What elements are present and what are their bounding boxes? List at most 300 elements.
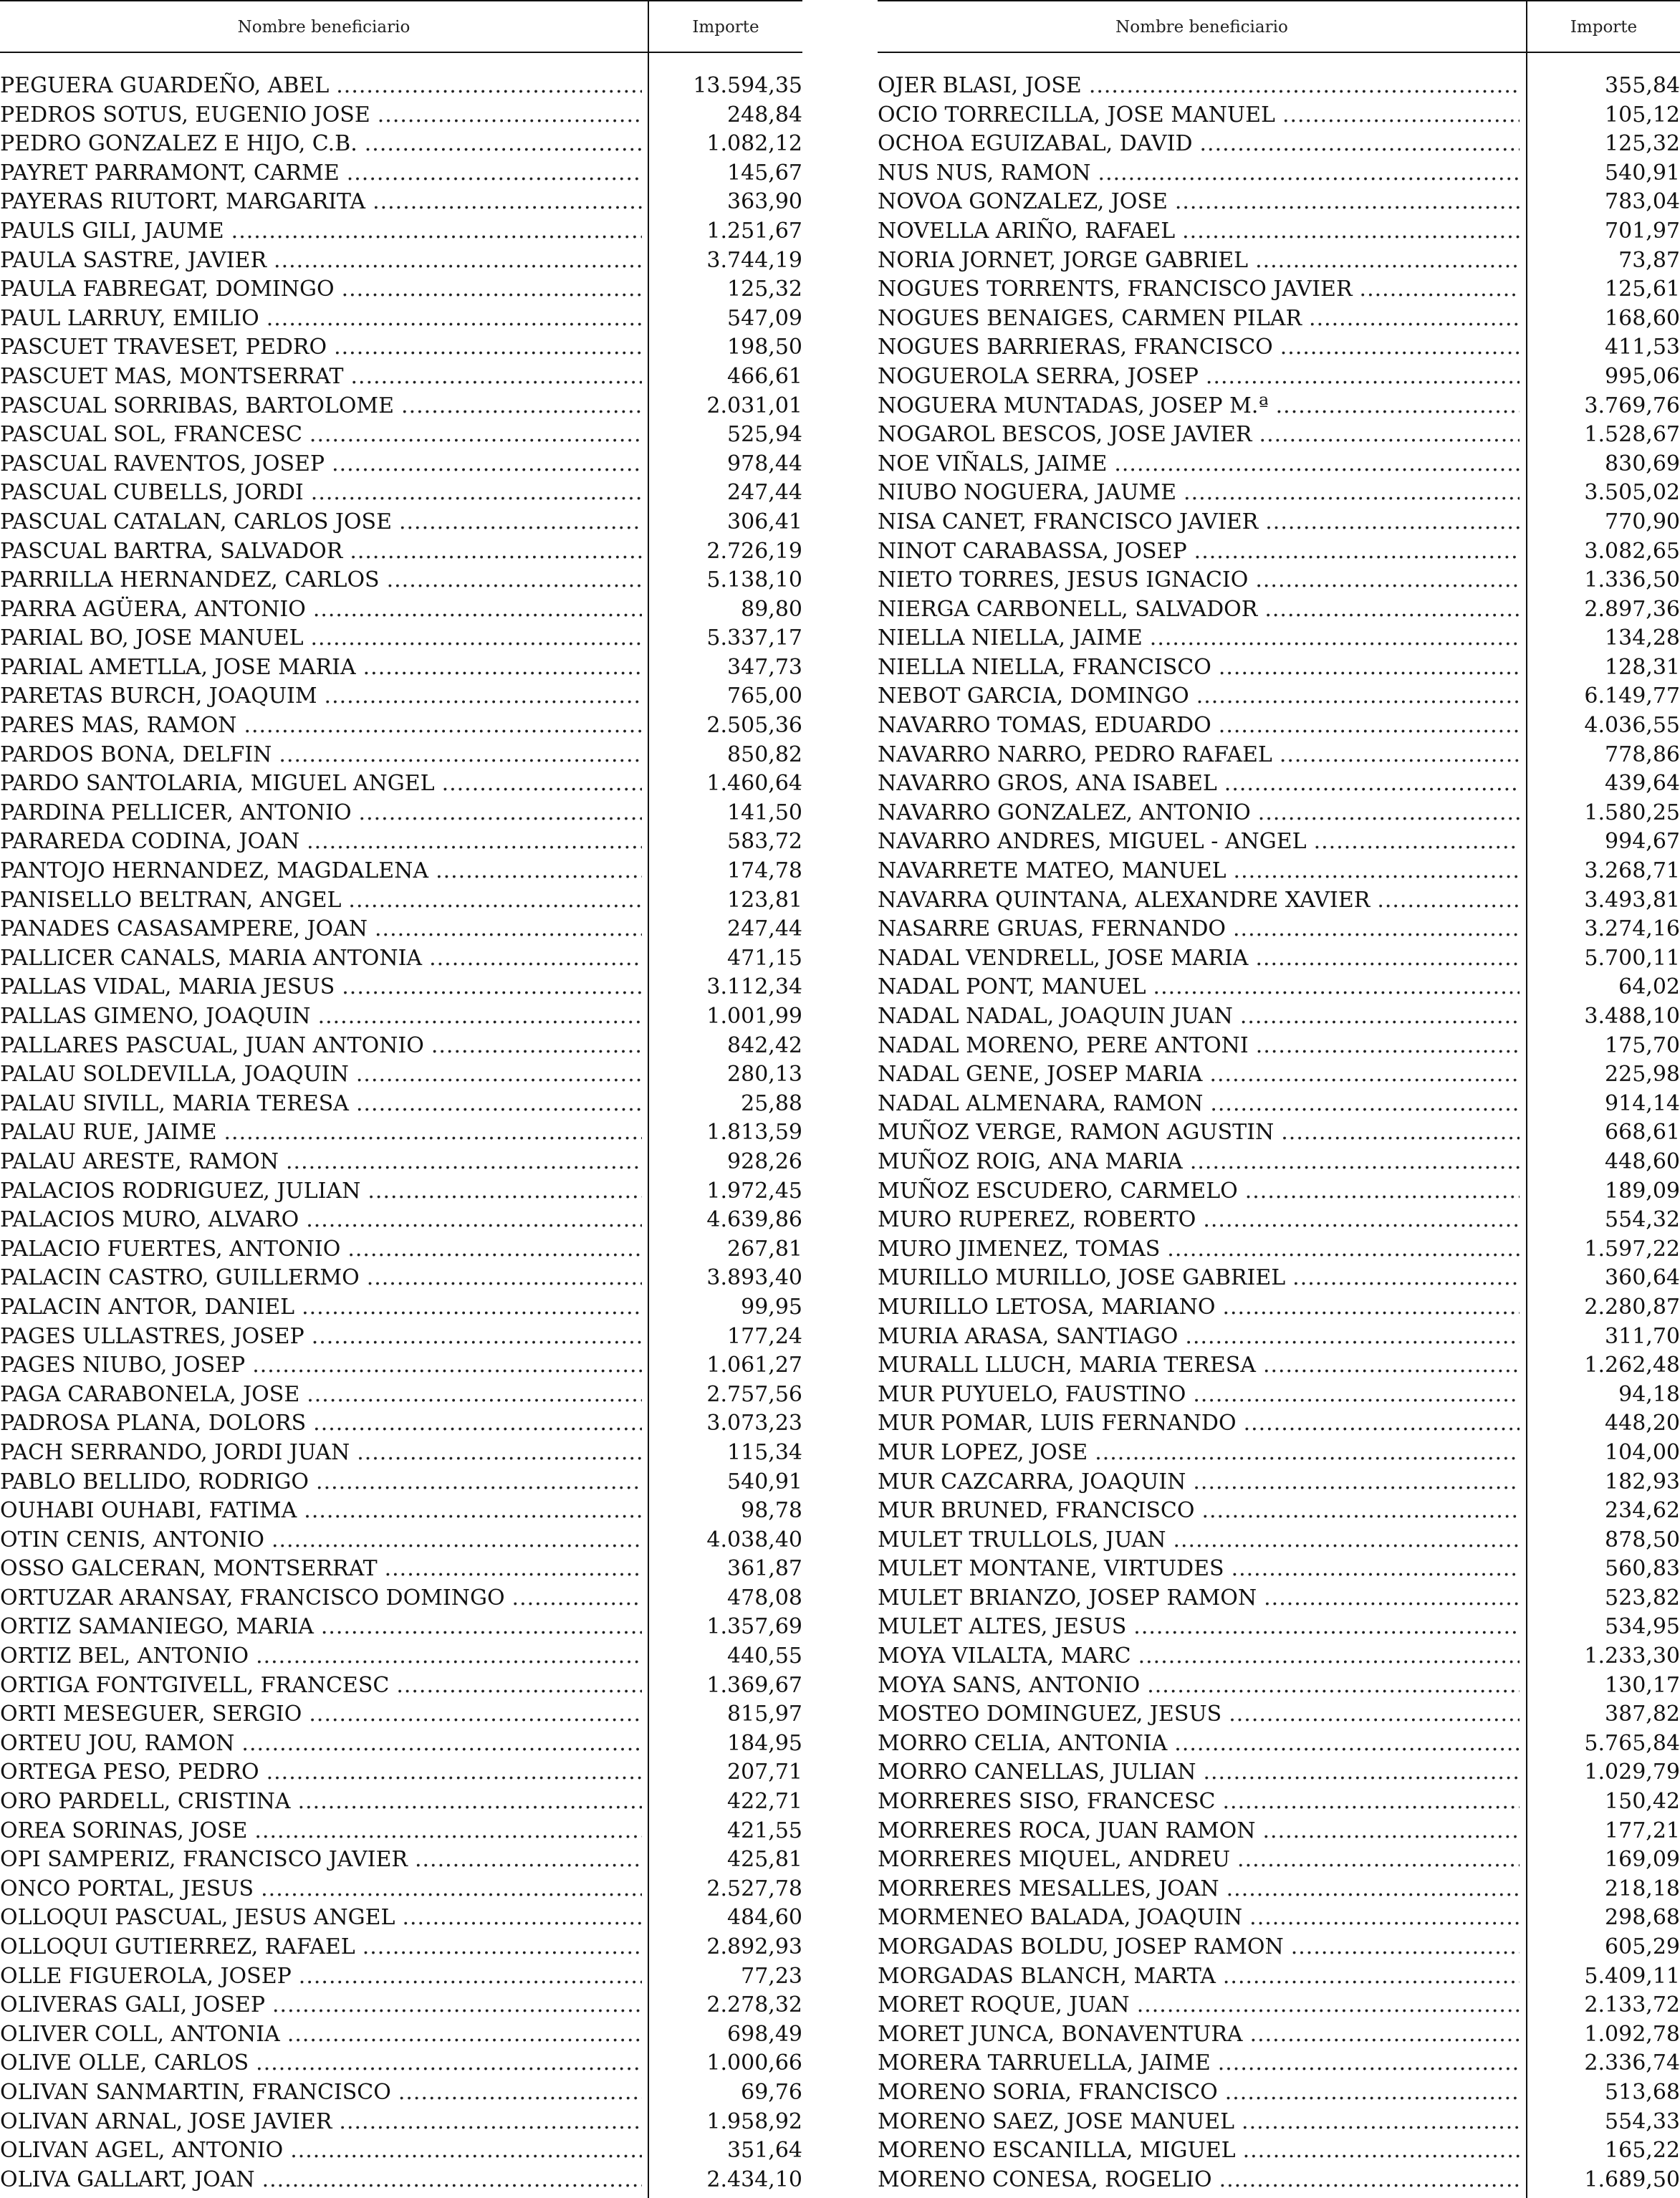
beneficiary-name: NIERGA CARBONELL, SALVADOR [878, 596, 1258, 622]
beneficiary-name: PASCUET TRAVESET, PEDRO [0, 335, 327, 360]
amount-cell: 525,94 [727, 422, 802, 448]
beneficiary-name: NAVARRO TOMAS, EDUARDO [878, 713, 1211, 739]
beneficiary-name: PALLICER CANALS, MARIA ANTONIA [0, 945, 423, 971]
right-table [878, 0, 1680, 2198]
amount-cell: 815,97 [727, 1702, 802, 1727]
amount-cell: 5.765,84 [1584, 1730, 1680, 1756]
dot-leader [306, 1206, 642, 1235]
dot-leader [1201, 1497, 1520, 1526]
table-row [0, 1323, 802, 1352]
dot-leader [512, 1584, 642, 1613]
beneficiary-name: MURIA ARASA, SANTIAGO [878, 1323, 1179, 1349]
beneficiary-cell [878, 130, 1520, 159]
table-row [0, 1642, 802, 1671]
table-row [878, 653, 1680, 683]
dot-leader [365, 130, 642, 159]
amount-cell: 2.527,78 [706, 1876, 802, 1901]
beneficiary-cell [878, 566, 1520, 595]
beneficiary-name: NOGAROL BESCOS, JOSE JAVIER [878, 422, 1252, 448]
table-row [0, 1962, 802, 1992]
table-row [878, 421, 1680, 450]
beneficiary-cell [0, 363, 642, 392]
table-row [0, 1264, 802, 1293]
beneficiary-name: PEDRO GONZALEZ E HIJO, C.B. [0, 131, 357, 157]
beneficiary-cell [0, 1700, 642, 1729]
dot-leader [1200, 130, 1520, 159]
amount-cell: 1.813,59 [706, 1120, 802, 1146]
beneficiary-cell [878, 1351, 1520, 1381]
beneficiary-cell [0, 799, 642, 828]
dot-leader [1219, 2166, 1520, 2195]
dot-leader [1229, 1700, 1520, 1729]
beneficiary-name: NAVARRA QUINTANA, ALEXANDRE XAVIER [878, 887, 1371, 913]
table-row [0, 101, 802, 130]
amount-cell: 425,81 [727, 1847, 802, 1873]
dot-leader [339, 2108, 642, 2137]
amount-cell: 5.138,10 [706, 567, 802, 593]
beneficiary-cell [878, 421, 1520, 450]
amount-cell: 105,12 [1605, 102, 1680, 128]
beneficiary-cell [0, 1468, 642, 1497]
beneficiary-cell [878, 1118, 1520, 1148]
amount-cell: 2.280,87 [1584, 1294, 1680, 1320]
table-row [878, 275, 1680, 304]
dot-leader [363, 653, 642, 683]
amount-cell: 177,24 [727, 1323, 802, 1349]
amount-cell: 1.233,30 [1584, 1643, 1680, 1669]
amount-cell: 99,95 [741, 1294, 802, 1320]
dot-leader [307, 827, 642, 857]
beneficiary-cell [0, 1526, 642, 1555]
amount-cell: 2.897,36 [1584, 596, 1680, 622]
beneficiary-cell [0, 1351, 642, 1381]
dot-leader [356, 1060, 642, 1090]
amount-cell: 994,67 [1605, 829, 1680, 855]
beneficiary-cell [878, 217, 1520, 246]
dot-leader [442, 769, 642, 799]
beneficiary-name: OLLOQUI GUTIERREZ, RAFAEL [0, 1934, 355, 1959]
amount-cell: 2.505,36 [706, 713, 802, 739]
beneficiary-cell [878, 1817, 1520, 1846]
beneficiary-cell [878, 799, 1520, 828]
dot-leader [1173, 1526, 1520, 1555]
dot-leader [1265, 508, 1520, 537]
beneficiary-cell [878, 1875, 1520, 1904]
dot-leader [1250, 2020, 1520, 2050]
table-row [0, 1933, 802, 1962]
beneficiary-name: PASCUAL BARTRA, SALVADOR [0, 538, 343, 564]
beneficiary-cell [0, 2166, 642, 2195]
beneficiary-name: MURILLO MURILLO, JOSE GABRIEL [878, 1265, 1286, 1291]
beneficiary-cell [0, 304, 642, 334]
beneficiary-cell [878, 595, 1520, 625]
beneficiary-name: OLLOQUI PASCUAL, JESUS ANGEL [0, 1905, 395, 1931]
table-row [0, 1468, 802, 1497]
table-row [0, 333, 802, 363]
beneficiary-name: NASARRE GRUAS, FERNANDO [878, 916, 1226, 942]
beneficiary-name: NIELLA NIELLA, JAIME [878, 625, 1143, 651]
dot-leader [1232, 1555, 1520, 1584]
table-row [878, 1729, 1680, 1759]
amount-cell: 765,00 [727, 683, 802, 709]
table-row [0, 1875, 802, 1904]
dot-leader [1225, 2078, 1520, 2108]
amount-cell: 1.001,99 [706, 1004, 802, 1029]
dot-leader [1184, 479, 1520, 508]
dot-leader [311, 624, 642, 653]
dot-leader [1137, 1991, 1520, 2020]
dot-leader [1280, 741, 1520, 770]
beneficiary-name: PASCUAL CATALAN, CARLOS JOSE [0, 509, 392, 534]
dot-leader [402, 1904, 642, 1933]
beneficiary-name: NAVARRO GROS, ANA ISABEL [878, 771, 1217, 797]
table-row [0, 217, 802, 246]
beneficiary-name: PAYRET PARRAMONT, CARME [0, 160, 340, 186]
beneficiary-cell [0, 944, 642, 974]
beneficiary-cell [0, 827, 642, 857]
table-row [0, 857, 802, 886]
amount-cell: 1.958,92 [706, 2108, 802, 2134]
header-amount: Importe [1570, 18, 1638, 37]
beneficiary-cell [878, 1497, 1520, 1526]
beneficiary-name: PALACIN CASTRO, GUILLERMO [0, 1265, 360, 1291]
amount-cell: 471,15 [727, 945, 802, 971]
beneficiary-name: MORGADAS BOLDU, JOSEP RAMON [878, 1934, 1284, 1959]
dot-leader [1098, 159, 1520, 188]
amount-cell: 1.972,45 [706, 1178, 802, 1204]
beneficiary-cell [0, 741, 642, 770]
beneficiary-name: MORERA TARRUELLA, JAIME [878, 2050, 1211, 2076]
amount-cell: 440,55 [727, 1643, 802, 1669]
amount-cell: 1.262,48 [1584, 1353, 1680, 1378]
beneficiary-name: NADAL VENDRELL, JOSE MARIA [878, 945, 1249, 971]
beneficiary-name: MORENO ESCANILLA, MIGUEL [878, 2138, 1236, 2164]
dot-leader [1258, 799, 1520, 828]
beneficiary-cell [878, 1904, 1520, 1933]
dot-leader [286, 1148, 642, 1177]
beneficiary-cell [0, 1206, 642, 1235]
beneficiary-cell [0, 2136, 642, 2166]
beneficiary-name: ORTEGA PESO, PEDRO [0, 1760, 259, 1785]
amount-cell: 448,20 [1605, 1411, 1680, 1436]
beneficiary-name: PADROSA PLANA, DOLORS [0, 1411, 307, 1436]
table-row [878, 1700, 1680, 1729]
amount-cell: 5.409,11 [1584, 1963, 1680, 1989]
beneficiary-name: NIUBO NOGUERA, JAUME [878, 480, 1177, 506]
dot-leader [1133, 1613, 1520, 1642]
table-row [878, 130, 1680, 159]
table-row [0, 1526, 802, 1555]
amount-cell: 1.251,67 [706, 218, 802, 244]
table-row [0, 1090, 802, 1119]
beneficiary-name: MORRERES MESALLES, JOAN [878, 1876, 1219, 1901]
beneficiary-name: OLIVER COLL, ANTONIA [0, 2021, 280, 2047]
dot-leader [429, 944, 642, 974]
beneficiary-name: PALACIOS RODRIGUEZ, JULIAN [0, 1178, 361, 1204]
dot-leader [1291, 1933, 1520, 1962]
amount-cell: 298,68 [1605, 1905, 1680, 1931]
beneficiary-cell [878, 1613, 1520, 1642]
dot-leader [1224, 769, 1520, 799]
amount-cell: 448,60 [1605, 1148, 1680, 1174]
amount-cell: 842,42 [727, 1032, 802, 1058]
amount-cell: 141,50 [727, 800, 802, 825]
beneficiary-cell [0, 1235, 642, 1264]
amount-cell: 3.488,10 [1584, 1004, 1680, 1029]
table-row [0, 2020, 802, 2050]
beneficiary-name: PANTOJO HERNANDEZ, MAGDALENA [0, 858, 429, 884]
dot-leader [1282, 101, 1520, 130]
beneficiary-name: MORRERES MIQUEL, ANDREU [878, 1847, 1231, 1873]
beneficiary-cell [0, 275, 642, 304]
dot-leader [347, 159, 642, 188]
table-row [0, 479, 802, 508]
dot-leader [1219, 711, 1520, 741]
amount-cell: 125,32 [727, 277, 802, 302]
beneficiary-name: PARRA AGÜERA, ANTONIO [0, 596, 306, 622]
beneficiary-name: PACH SERRANDO, JORDI JUAN [0, 1439, 350, 1465]
dot-leader [321, 1613, 642, 1642]
beneficiary-name: NADAL PONT, MANUEL [878, 974, 1146, 1000]
table-row [0, 1613, 802, 1642]
beneficiary-name: MUÑOZ ROIG, ANA MARIA [878, 1148, 1183, 1174]
dot-leader [1227, 1875, 1520, 1904]
dot-leader [1264, 1584, 1520, 1613]
dot-leader [1222, 1293, 1520, 1323]
beneficiary-name: PARES MAS, RAMON [0, 713, 237, 739]
dot-leader [1255, 246, 1520, 276]
amount-cell: 3.769,76 [1584, 393, 1680, 418]
beneficiary-cell [878, 682, 1520, 711]
amount-cell: 267,81 [727, 1236, 802, 1262]
table-row [0, 392, 802, 421]
dot-leader [231, 217, 642, 246]
beneficiary-name: PALLAS GIMENO, JOAQUIN [0, 1004, 311, 1029]
beneficiary-name: MURALL LLUCH, MARIA TERESA [878, 1353, 1256, 1378]
dot-leader [359, 799, 642, 828]
table-row [878, 1846, 1680, 1875]
amount-cell: 360,64 [1605, 1265, 1680, 1291]
table-row [0, 1206, 802, 1235]
table-row [0, 275, 802, 304]
beneficiary-name: PAUL LARRUY, EMILIO [0, 305, 259, 331]
amount-cell: 421,55 [727, 1818, 802, 1843]
amount-cell: 3.268,71 [1584, 858, 1680, 884]
beneficiary-name: PALACIOS MURO, ALVARO [0, 1207, 299, 1233]
amount-cell: 484,60 [727, 1905, 802, 1931]
amount-cell: 1.597,22 [1584, 1236, 1680, 1262]
dot-leader [385, 1555, 642, 1584]
dot-leader [375, 915, 642, 944]
beneficiary-name: MORENO SORIA, FRANCISCO [878, 2079, 1218, 2105]
beneficiary-cell [0, 1642, 642, 1671]
dot-leader [1314, 827, 1520, 857]
beneficiary-name: MULET MONTANE, VIRTUDES [878, 1556, 1224, 1582]
table-row [878, 333, 1680, 363]
dot-leader [1242, 2108, 1520, 2137]
beneficiary-name: PABLO BELLIDO, RODRIGO [0, 1469, 309, 1494]
beneficiary-name: OTIN CENIS, ANTONIO [0, 1527, 264, 1552]
amount-cell: 583,72 [727, 829, 802, 855]
beneficiary-cell [878, 1206, 1520, 1235]
table-row [878, 1293, 1680, 1323]
beneficiary-name: PEDROS SOTUS, EUGENIO JOSE [0, 102, 370, 128]
beneficiary-name: PEGUERA GUARDEÑO, ABEL [0, 73, 330, 98]
amount-cell: 218,18 [1605, 1876, 1680, 1901]
table-row [878, 1235, 1680, 1264]
beneficiary-name: MOSTEO DOMINGUEZ, JESUS [878, 1702, 1222, 1727]
table-row [0, 2049, 802, 2078]
beneficiary-name: PAULA FABREGAT, DOMINGO [0, 277, 335, 302]
table-row [878, 1090, 1680, 1119]
beneficiary-name: OPI SAMPERIZ, FRANCISCO JAVIER [0, 1847, 408, 1873]
beneficiary-name: OJER BLASI, JOSE [878, 73, 1082, 98]
dot-leader [1309, 304, 1520, 334]
beneficiary-name: PALACIN ANTOR, DANIEL [0, 1294, 295, 1320]
dot-leader [1089, 72, 1520, 101]
table-row [0, 1148, 802, 1177]
dot-leader [1138, 1642, 1520, 1671]
table-row [0, 973, 802, 1002]
dot-leader [368, 1177, 642, 1206]
beneficiary-name: PAULA SASTRE, JAVIER [0, 247, 267, 273]
dot-leader [1360, 275, 1520, 304]
amount-cell: 98,78 [741, 1498, 802, 1524]
beneficiary-name: ORO PARDELL, CRISTINA [0, 1789, 291, 1815]
amount-cell: 69,76 [741, 2079, 802, 2105]
beneficiary-cell [0, 1032, 642, 1061]
amount-cell: 351,64 [727, 2138, 802, 2164]
amount-cell: 2.726,19 [706, 538, 802, 564]
table-row [0, 159, 802, 188]
table-row [878, 101, 1680, 130]
dot-leader [1292, 1264, 1520, 1293]
amount-cell: 1.000,66 [706, 2050, 802, 2076]
dot-leader [356, 1090, 642, 1119]
dot-leader [1223, 1962, 1520, 1992]
dot-leader [1203, 1758, 1520, 1787]
beneficiary-cell [0, 973, 642, 1002]
beneficiary-name: MUÑOZ ESCUDERO, CARMELO [878, 1178, 1238, 1204]
amount-cell: 3.073,23 [706, 1411, 802, 1436]
beneficiary-cell [878, 1439, 1520, 1468]
amount-cell: 4.036,55 [1584, 713, 1680, 739]
table-row [878, 1991, 1680, 2020]
amount-cell: 560,83 [1605, 1556, 1680, 1582]
dot-leader [1150, 624, 1520, 653]
dot-leader [363, 1933, 642, 1962]
amount-cell: 3.505,02 [1584, 480, 1680, 506]
amount-cell: 6.149,77 [1584, 683, 1680, 709]
dot-leader [401, 392, 642, 421]
beneficiary-cell [0, 508, 642, 537]
dot-leader [256, 1642, 642, 1671]
dot-leader [1147, 1671, 1520, 1701]
table-row [0, 1235, 802, 1264]
beneficiary-name: NOVOA GONZALEZ, JOSE [878, 189, 1168, 215]
beneficiary-cell [878, 72, 1520, 101]
beneficiary-name: MORENO CONESA, ROGELIO [878, 2166, 1212, 2192]
header-amount: Importe [692, 18, 759, 37]
table-row [878, 1439, 1680, 1468]
beneficiary-cell [878, 711, 1520, 741]
table-row [878, 2108, 1680, 2137]
beneficiary-cell [0, 1962, 642, 1992]
beneficiary-cell [0, 566, 642, 595]
dot-leader [313, 1409, 642, 1439]
amount-cell: 1.092,78 [1584, 2021, 1680, 2047]
beneficiary-cell [878, 1729, 1520, 1759]
table-row [0, 595, 802, 625]
amount-cell: 1.029,79 [1584, 1760, 1680, 1785]
beneficiary-cell [878, 450, 1520, 479]
amount-cell: 177,21 [1605, 1818, 1680, 1843]
dot-leader [312, 1323, 642, 1352]
table-row [0, 1991, 802, 2020]
dot-leader [387, 566, 642, 595]
amount-cell: 5.700,11 [1584, 945, 1680, 971]
beneficiary-cell [0, 333, 642, 363]
dot-leader [241, 1729, 642, 1759]
table-row [878, 2049, 1680, 2078]
beneficiary-cell [878, 1962, 1520, 1992]
dot-leader [1280, 333, 1520, 363]
amount-cell: 207,71 [727, 1760, 802, 1785]
dot-leader [1263, 1817, 1520, 1846]
beneficiary-name: PARIAL AMETLLA, JOSE MARIA [0, 654, 356, 680]
dot-leader [1196, 682, 1520, 711]
amount-cell: 175,70 [1605, 1032, 1680, 1058]
beneficiary-cell [878, 1468, 1520, 1497]
amount-cell: 701,97 [1605, 218, 1680, 244]
amount-cell: 850,82 [727, 742, 802, 767]
beneficiary-name: OLIVERAS GALI, JOSEP [0, 1992, 266, 2018]
dot-leader [357, 1439, 642, 1468]
dot-leader [325, 682, 642, 711]
amount-cell: 540,91 [727, 1469, 802, 1494]
beneficiary-cell [0, 159, 642, 188]
amount-cell: 605,29 [1605, 1934, 1680, 1959]
table-row [878, 624, 1680, 653]
beneficiary-name: PARDINA PELLICER, ANTONIO [0, 800, 352, 825]
table-row [0, 944, 802, 974]
beneficiary-name: OUHABI OUHABI, FATIMA [0, 1498, 297, 1524]
table-row [878, 2020, 1680, 2050]
dot-leader [256, 2049, 642, 2078]
beneficiary-cell [0, 1933, 642, 1962]
table-row [878, 159, 1680, 188]
table-row [878, 1642, 1680, 1671]
dot-leader [1263, 1351, 1520, 1381]
beneficiary-name: NAVARRO GONZALEZ, ANTONIO [878, 800, 1251, 825]
beneficiary-cell [878, 1032, 1520, 1061]
amount-cell: 169,09 [1605, 1847, 1680, 1873]
beneficiary-cell [878, 246, 1520, 276]
table-row [0, 304, 802, 334]
table-row [0, 1060, 802, 1090]
table-row [0, 1700, 802, 1729]
beneficiary-cell [878, 188, 1520, 217]
table-row [0, 363, 802, 392]
dot-leader [1243, 2136, 1520, 2166]
table-row [878, 682, 1680, 711]
dot-leader [415, 1846, 642, 1875]
beneficiary-cell [878, 275, 1520, 304]
beneficiary-cell [0, 1671, 642, 1701]
amount-cell: 248,84 [727, 102, 802, 128]
dot-leader [431, 1032, 642, 1061]
beneficiary-name: OREA SORINAS, JOSE [0, 1818, 248, 1843]
